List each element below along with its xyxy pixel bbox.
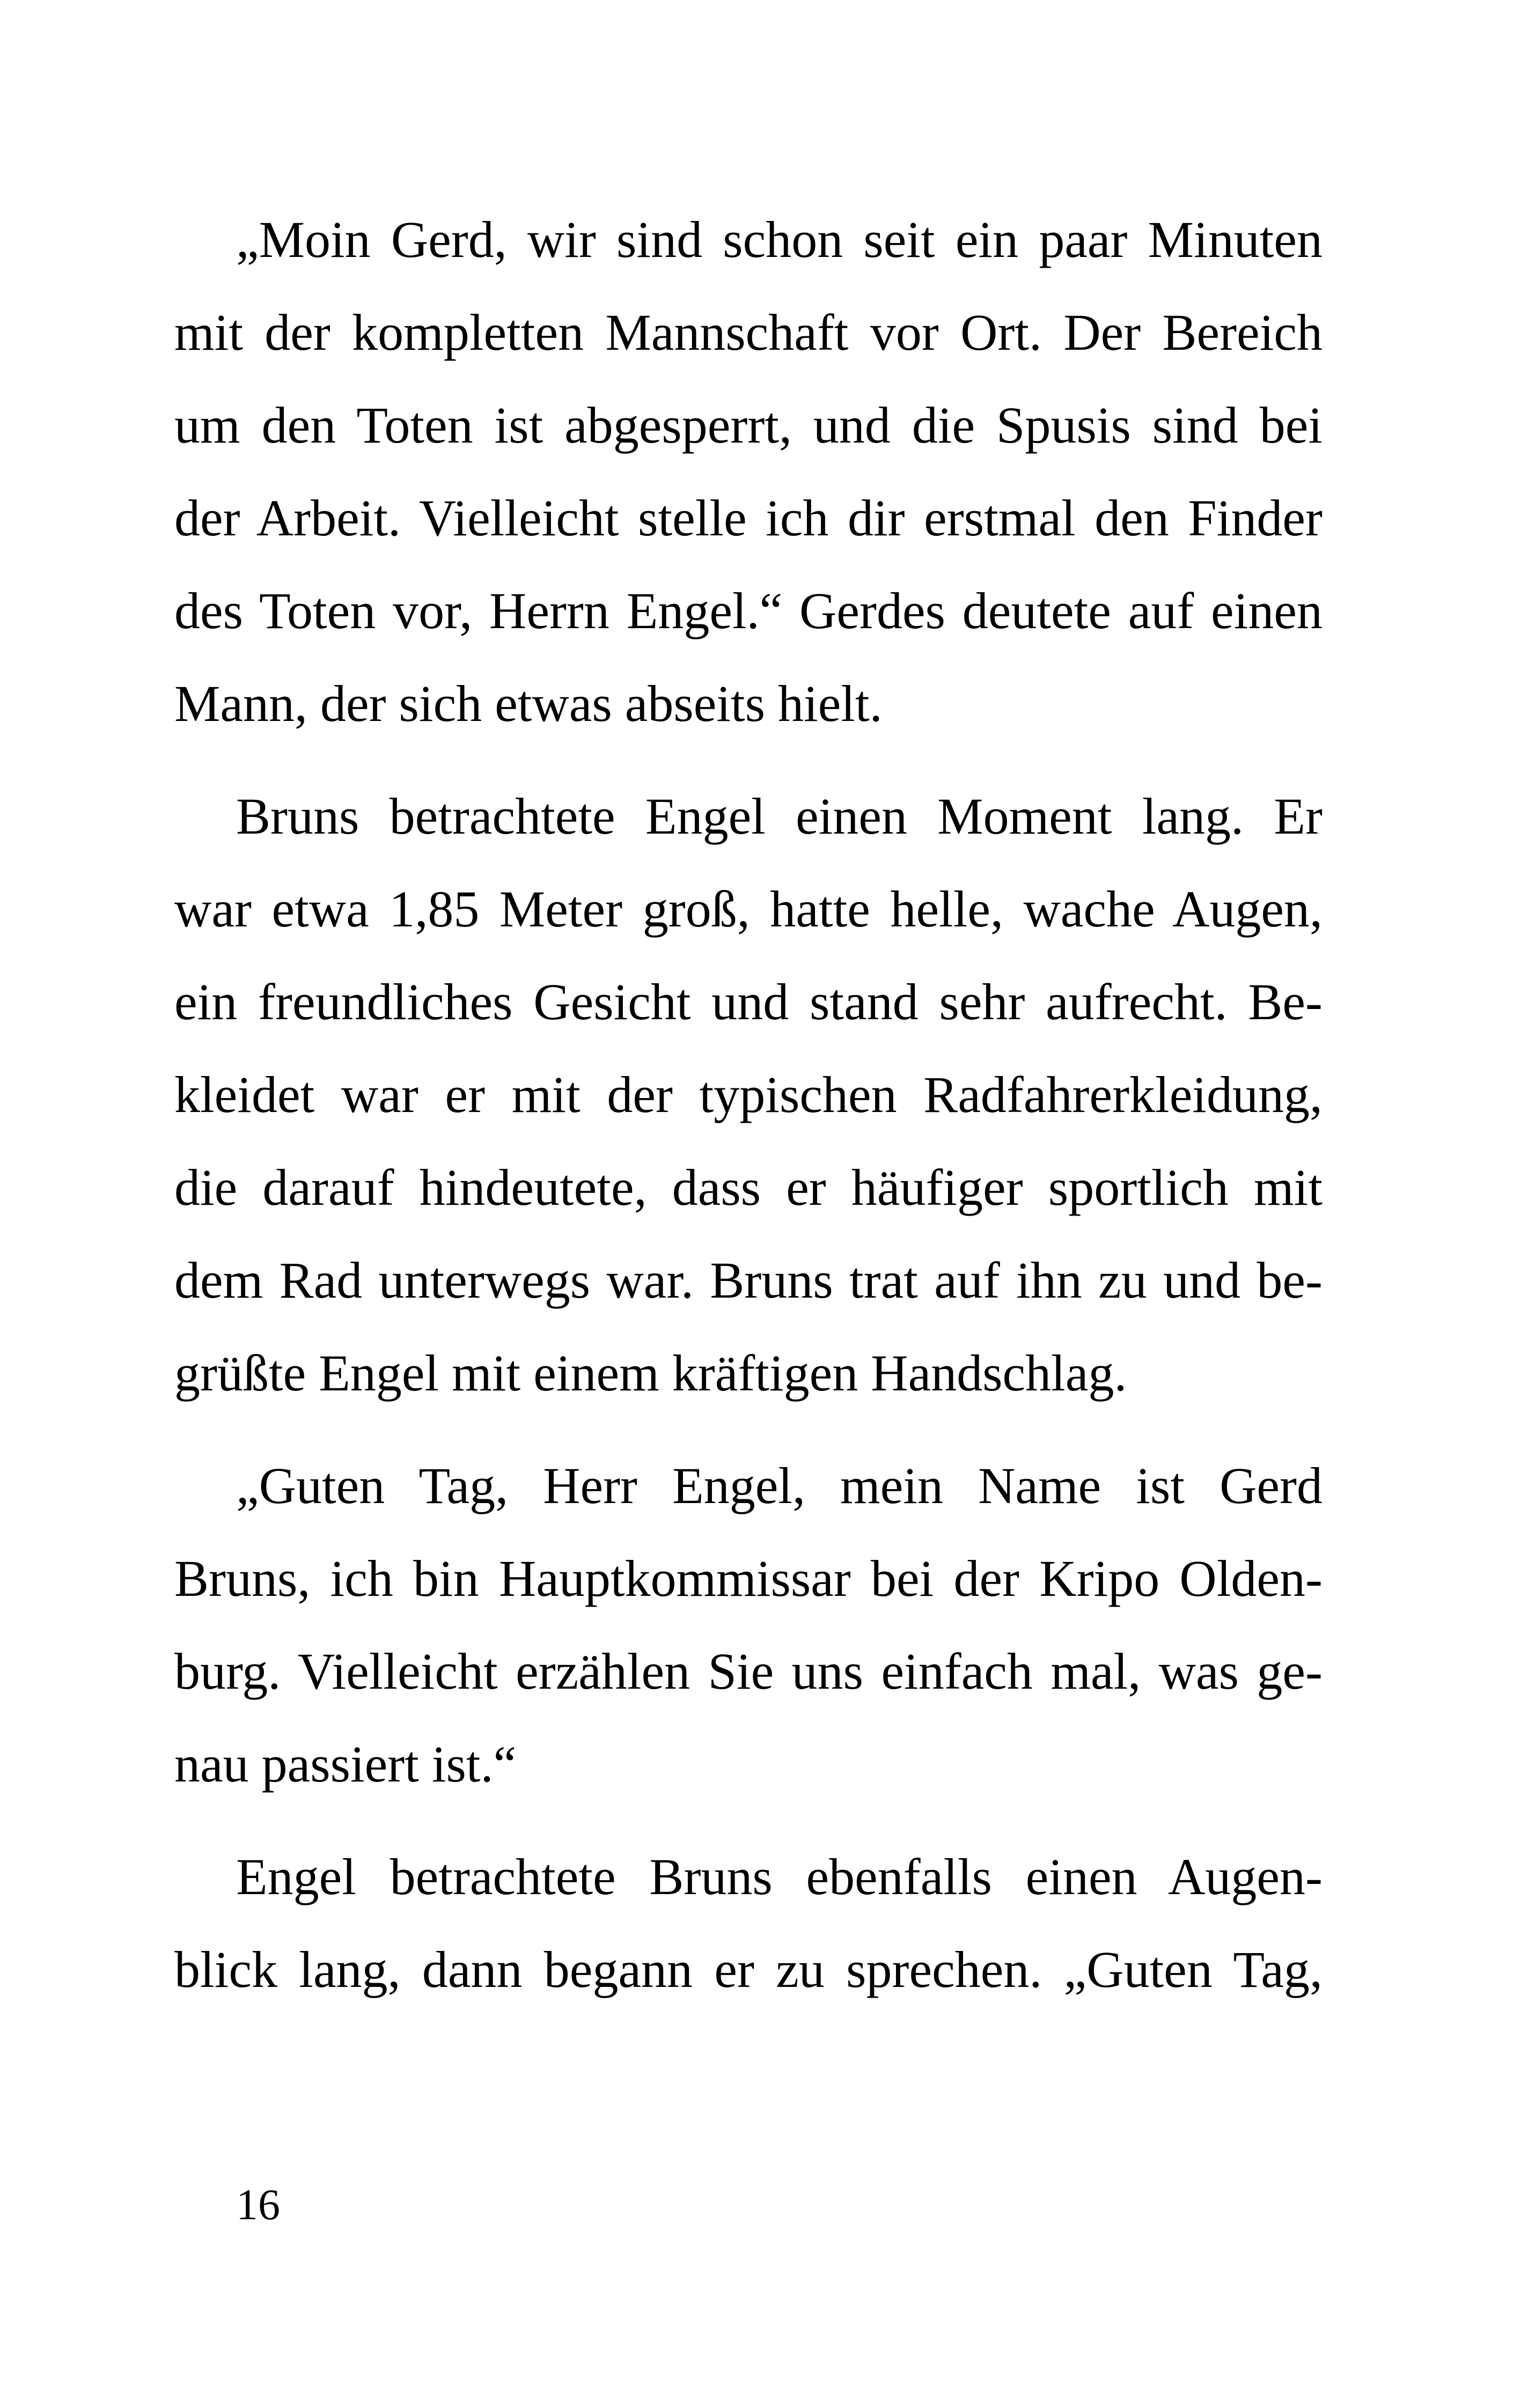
paragraph-2 (174, 770, 1322, 1419)
text-line: um den Toten ist abgesperrt, und die Spusis sind bei (174, 396, 1322, 454)
text-line: grüßte Engel mit einem kräftigen Handschlag. (174, 1344, 1127, 1402)
text-line: burg. Vielleicht erzählen Sie uns einfach mal, was ge- (174, 1643, 1322, 1700)
text-line: dem Rad unterwegs war. Bruns trat auf ihn zu und be- (174, 1251, 1322, 1309)
text-line: kleidet war er mit der typischen Radfahrerkleidung, (174, 1066, 1322, 1123)
text-line: die darauf hindeutete, dass er häufiger sportlich mit (174, 1159, 1322, 1216)
text-line: „Moin Gerd, wir sind schon seit ein paar Minuten (236, 211, 1322, 268)
text-line: der Arbeit. Vielleicht stelle ich dir erstmal den Finder (174, 489, 1322, 547)
text-line: Engel betrachtete Bruns ebenfalls einen Augen- (236, 1848, 1322, 1905)
paragraph-1 (174, 193, 1322, 750)
text-line: blick lang, dann begann er zu sprechen. „Guten Tag, (174, 1941, 1322, 1998)
paragraph-3 (174, 1439, 1322, 1810)
text-line: ein freundliches Gesicht und stand sehr aufrecht. Be- (174, 973, 1322, 1030)
paragraph-4 (174, 1830, 1322, 2016)
text-line: Bruns, ich bin Hauptkommissar bei der Kripo Olden- (174, 1550, 1322, 1607)
body-text (174, 193, 1322, 2036)
text-line: des Toten vor, Herrn Engel.“ Gerdes deutete auf einen (174, 582, 1322, 639)
text-line: Mann, der sich etwas abseits hielt. (174, 675, 883, 732)
text-line: mit der kompletten Mannschaft vor Ort. Der Bereich (174, 304, 1322, 361)
text-line: „Guten Tag, Herr Engel, mein Name ist Gerd (236, 1457, 1322, 1514)
text-line: Bruns betrachtete Engel einen Moment lang. Er (236, 787, 1322, 845)
text-line: nau passiert ist.“ (174, 1735, 517, 1793)
page-number: 16 (236, 2180, 280, 2229)
text-line: war etwa 1,85 Meter groß, hatte helle, wache Augen, (174, 880, 1322, 938)
